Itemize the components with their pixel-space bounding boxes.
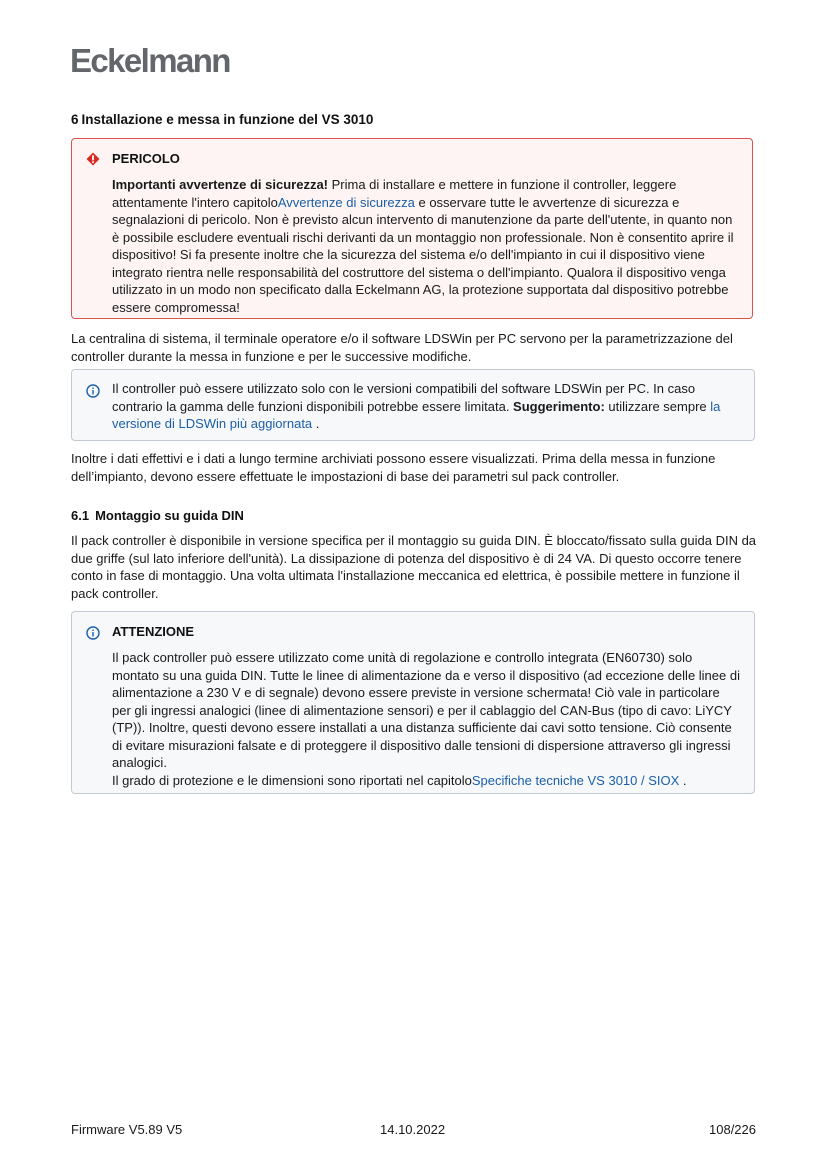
info-circle-icon [86, 626, 100, 640]
attention-text-part: . [679, 772, 687, 788]
eckelmann-logo: Eckelmann [70, 42, 230, 79]
danger-bold-lead: Importanti avvertenze di sicurezza! [112, 177, 329, 192]
danger-title: PERICOLO [112, 151, 180, 166]
attention-text [112, 649, 742, 789]
footer-date: 14.10.2022 [380, 1122, 446, 1137]
warning-diamond-icon [86, 152, 100, 166]
info-text-ldswin [112, 380, 742, 433]
technical-specs-link[interactable]: Specifiche tecniche VS 3010 / SIOX [471, 772, 680, 788]
subsection-title: Montaggio su guida DIN [95, 508, 244, 523]
subsection-heading [71, 508, 244, 523]
attention-text-part: Il grado di protezione e le dimensioni sono riportati nel capitolo [112, 772, 472, 788]
paragraph-data-archive: Inoltre i dati effettivi e i dati a lungo termine archiviati possono essere visualizzati. Prima della messa in funzione dell’impianto, devono essere effettuate le impostazioni di base dei parametri sul pack controller. [71, 451, 716, 484]
safety-warnings-link[interactable]: Avvertenze di sicurezza [277, 194, 415, 210]
paragraph-parametrization: La centralina di sistema, il terminale operatore e/o il software LDSWin per PC servono per la parametrizzazione del controller durante la messa in funzione e per le successive modifiche. [71, 331, 733, 364]
danger-text-part: e osservare tutte le avvertenze di sicurezza e segnalazioni di pericolo. Non è previsto alcun intervento di manutenzione da parte dell'utente, in quanto non è possibile escludere eventuali rischi derivanti da un montaggio non professionale. Non è consentito aprire il dispositivo! Si fa presente inoltre che la sicurezza del sistema e/o dell'impianto in cui il dispositivo viene integrato rientra nelle responsabilità del costruttore del sistema o dell'impianto. Qualora il dispositivo venga utilizzato in un modo non specificato dalla Eckelmann AG, la protezione supportata dal dispositivo potrebbe essere compromessa! [112, 194, 734, 315]
info-circle-icon [86, 384, 100, 398]
info-text-part: utilizzare sempre [604, 398, 711, 414]
info-text-part: Il controller può essere utilizzato solo con le versioni compatibili del software LDSWin per PC. In caso contrario la gamma delle funzioni disponibili potrebbe essere limitata. [112, 381, 696, 414]
danger-text-part: Prima di installare e mettere in funzione il controller, leggere attentamente l'intero capitolo [112, 177, 677, 210]
tip-label: Suggerimento: [513, 398, 605, 414]
section-number: 6 [71, 112, 79, 127]
paragraph-din-rail: Il pack controller è disponibile in versione specifica per il montaggio su guida DIN. È bloccato/fissato sulla guida DIN da due griffe (sul lato inferiore dell'unità). La dissipazione di potenza del dispositivo è di 24 VA. Di questo occorre tenere conto in fase di montaggio. Una volta ultimata l'installazione meccanica ed elettrica, è possibile mettere in funzione il pack controller. [71, 533, 757, 601]
danger-callout [71, 138, 753, 319]
footer-firmware: Firmware V5.89 V5 [71, 1122, 183, 1137]
attention-callout [71, 611, 755, 794]
latest-ldswin-link[interactable]: la versione di LDSWin più aggiornata [112, 398, 721, 431]
info-callout-ldswin [71, 369, 755, 441]
footer-page-number: 108/226 [709, 1122, 756, 1137]
danger-text [112, 176, 740, 316]
subsection-number: 6.1 [71, 508, 90, 523]
attention-text-body: Il pack controller può essere utilizzato come unità di regolazione e controllo integrata (EN60730) solo montato su una guida DIN. Tutte le linee di alimentazione da e verso il dispositivo (ad eccezione delle linee di alimentazione a 230 V e di segnale) devono essere previste in versione schermata! Ciò vale in particolare per gli ingressi analogici (linee di alimentazione sensori) e per il cablaggio del CAN-Bus (tipo di cavo: LiYCY (TP)). Inoltre, questi devono essere installati a una distanza sufficiente dai cavi sotto tensione. Ciò consente di evitare misurazioni falsate e di proteggere il dispositivo dalle tensioni di dispersione attraverso gli ingressi analogici. [112, 650, 740, 770]
attention-title: ATTENZIONE [112, 624, 195, 639]
info-text-part: . [312, 416, 320, 431]
section-heading [71, 112, 373, 127]
section-title: Installazione e messa in funzione del VS 3010 [81, 112, 374, 127]
